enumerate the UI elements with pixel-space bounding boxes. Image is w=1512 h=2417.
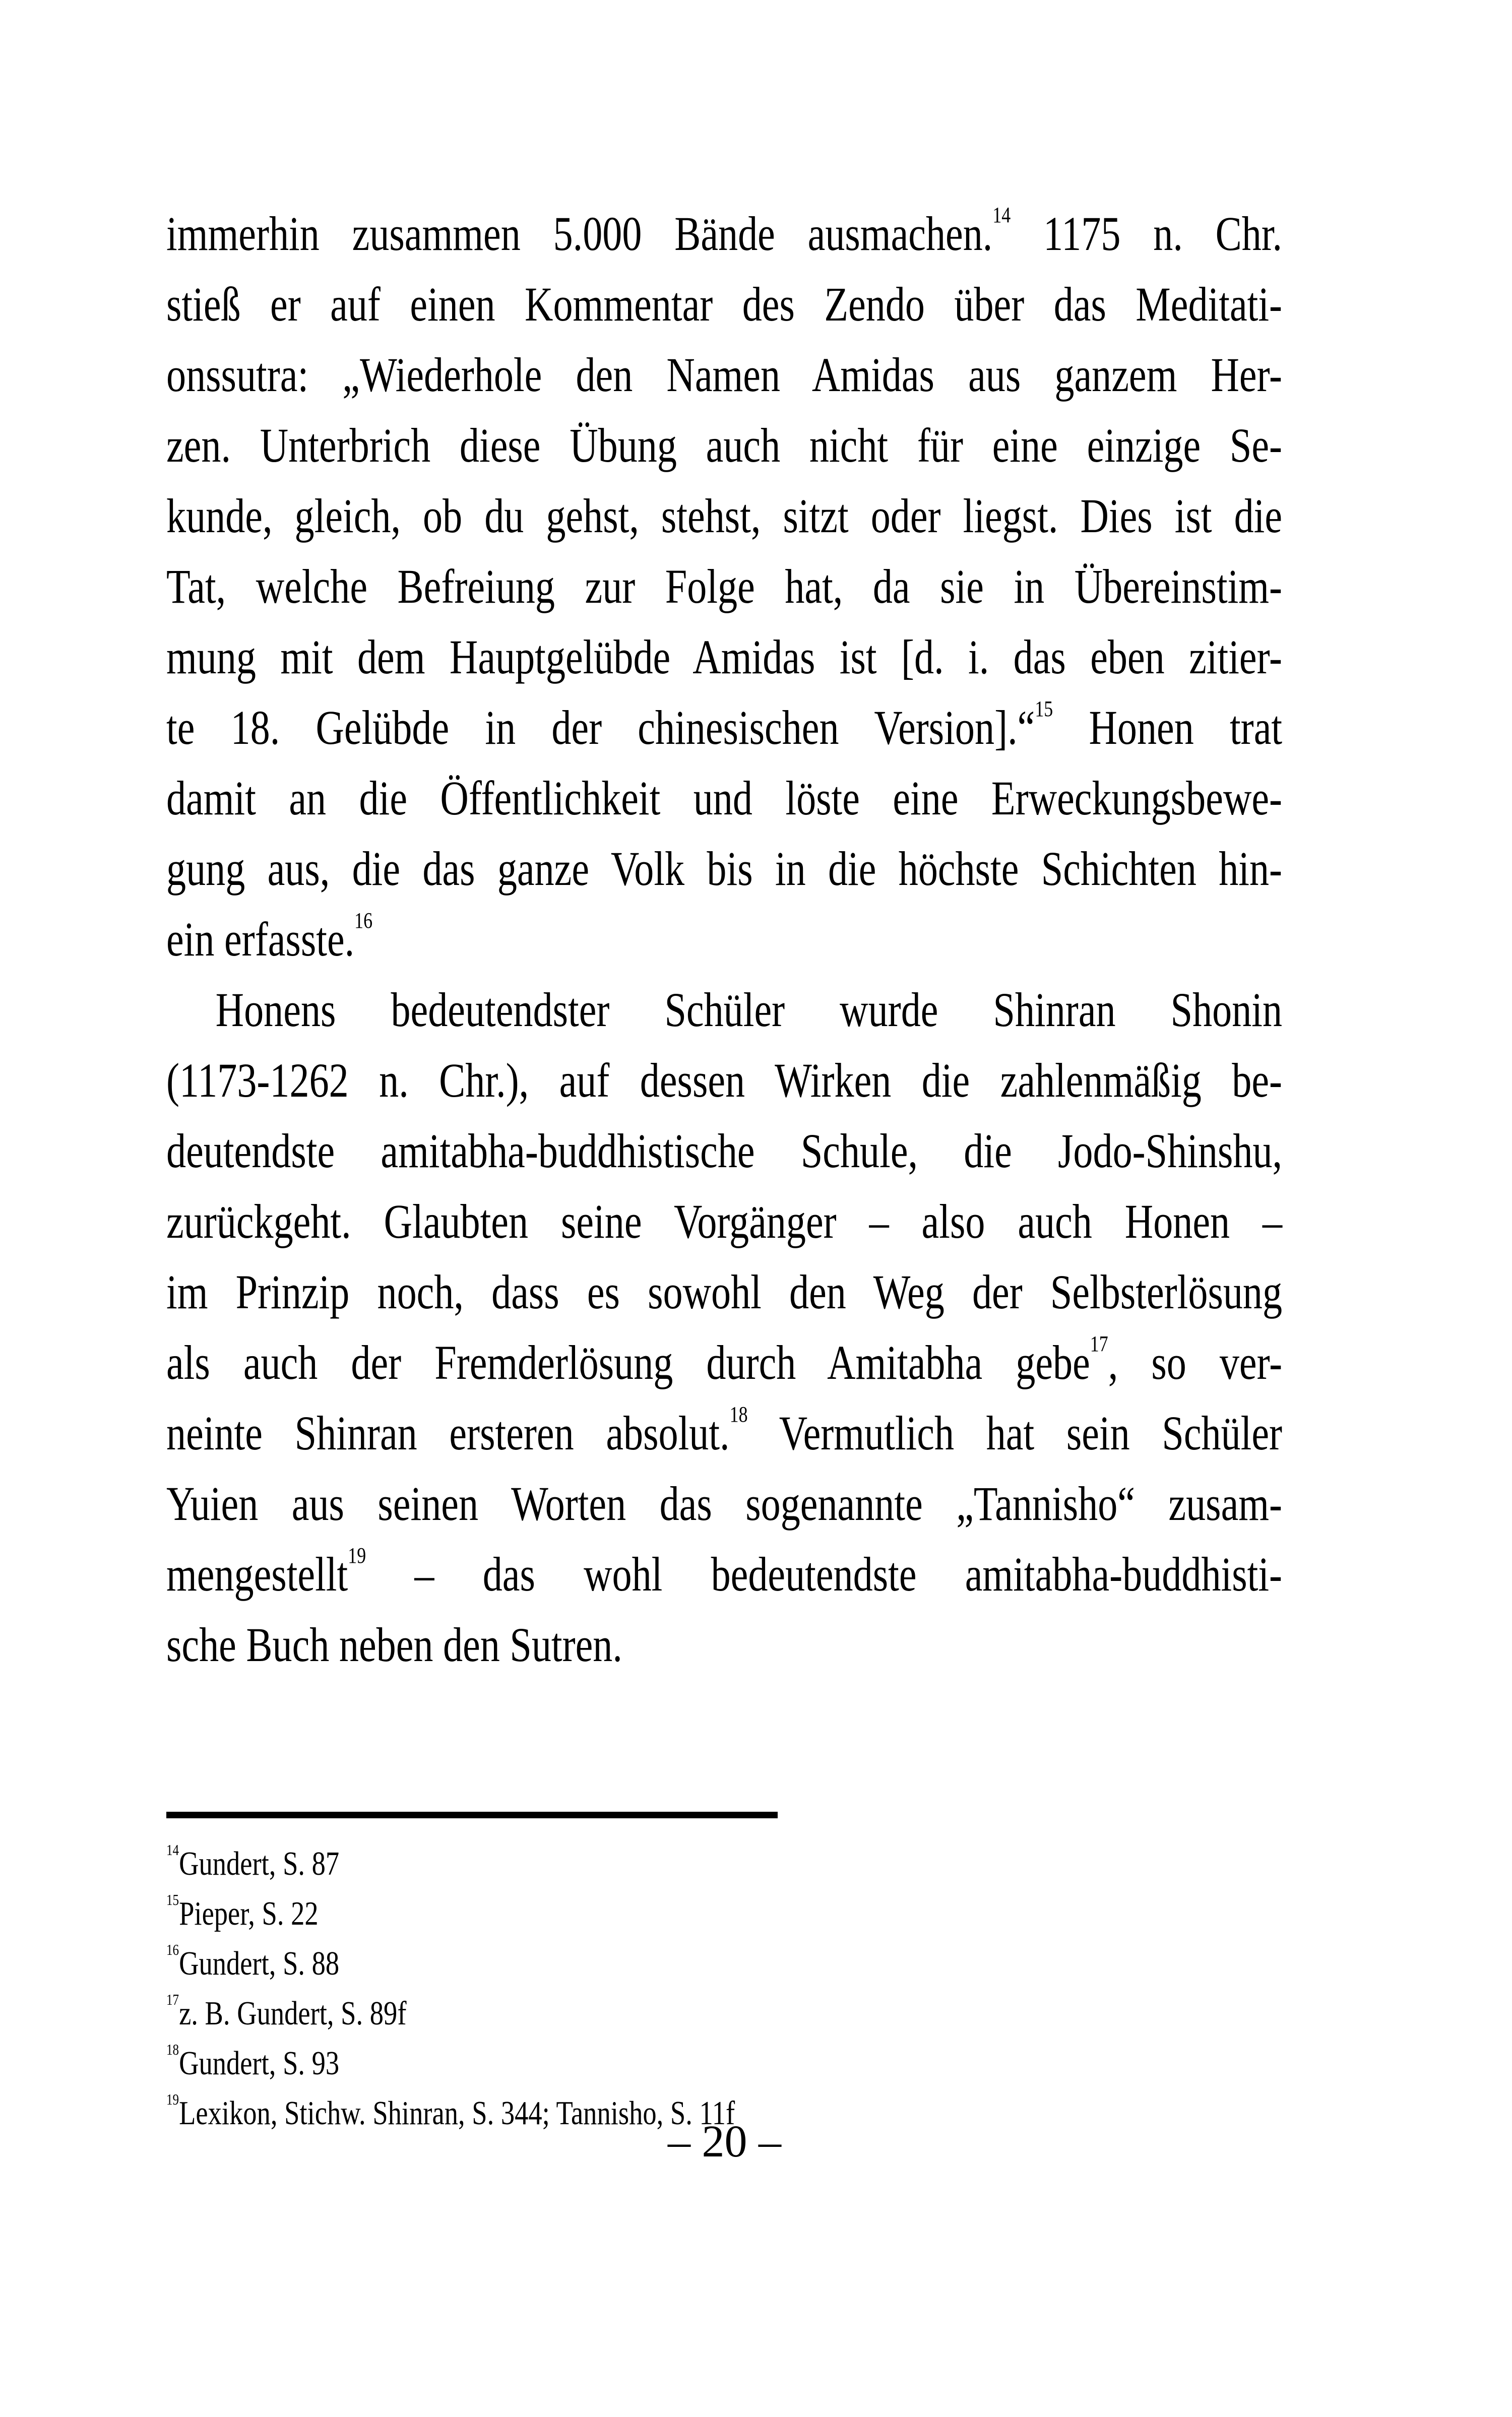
body-text-line: mengestellt$^{19}$ – das wohl bedeutendste amitabha-buddhisti- bbox=[166, 1543, 1283, 1601]
body-text-line: sche Buch neben den Sutren. bbox=[166, 1618, 622, 1672]
body-text-line: im Prinzip noch, dass es sowohl den Weg der Selbsterlösung bbox=[166, 1265, 1283, 1319]
body-text-line: neinte Shinran ersteren absolut.$^{18}$ Vermutlich hat sein Schüler bbox=[166, 1402, 1283, 1460]
footnote-text: Pieper, S. 22 bbox=[179, 1895, 319, 1932]
footnote-line bbox=[166, 2039, 1282, 2088]
footnote-line bbox=[166, 1989, 1282, 2039]
body-text-line: te 18. Gelübde in der chinesischen Version].“$^{15}$ Honen trat bbox=[166, 696, 1283, 754]
body-text-line: Tat, welche Befreiung zur Folge hat, da sie in Übereinstim- bbox=[166, 559, 1283, 613]
body-text-line: onssutra: „Wiederhole den Namen Amidas aus ganzem Her- bbox=[166, 348, 1283, 402]
body-text-line: mung mit dem Hauptgelübde Amidas ist [d. i. das eben zitier- bbox=[166, 630, 1283, 684]
page-number: – 20 – bbox=[668, 2117, 781, 2167]
footnote-text: z. B. Gundert, S. 89f bbox=[179, 1995, 407, 2032]
footnote-number: 19 bbox=[166, 2091, 179, 2109]
footnote-text: Gundert, S. 88 bbox=[179, 1945, 340, 1982]
footnote-line bbox=[166, 1889, 1282, 1939]
footnote-separator-rule bbox=[166, 1812, 778, 1818]
footnote-line bbox=[166, 1939, 1282, 1989]
body-text-line: als auch der Fremderlösung durch Amitabha gebe$^{17}$, so ver- bbox=[166, 1331, 1283, 1389]
footnote-number: 17 bbox=[166, 1991, 179, 2009]
body-text-block bbox=[166, 199, 1282, 1680]
body-text-line: ein erfasste.$^{16}$ bbox=[166, 908, 373, 966]
footnote-line bbox=[166, 1839, 1282, 1889]
body-text-line: damit an die Öffentlichkeit und löste eine Erweckungsbewe- bbox=[166, 771, 1283, 825]
footnotes-block bbox=[166, 1839, 1282, 2138]
body-text-line: deutendste amitabha-buddhistische Schule, die Jodo-Shinshu, bbox=[166, 1124, 1283, 1178]
footnote-number: 15 bbox=[166, 1891, 179, 1909]
footnote-text: Lexikon, Stichw. Shinran, S. 344; Tannisho, S. 11f bbox=[179, 2094, 735, 2132]
body-text-line: immerhin zusammen 5.000 Bände ausmachen.$^{14}$ 1175 n. Chr. bbox=[166, 202, 1283, 261]
footnote-text: Gundert, S. 87 bbox=[179, 1845, 340, 1882]
body-text-line: kunde, gleich, ob du gehst, stehst, sitzt oder liegst. Dies ist die bbox=[166, 489, 1283, 543]
footnote-number: 16 bbox=[166, 1941, 179, 1959]
footnote-number: 14 bbox=[166, 1841, 179, 1859]
body-text-line: zurückgeht. Glaubten seine Vorgänger – also auch Honen – bbox=[166, 1194, 1283, 1248]
body-text-line: stieß er auf einen Kommentar des Zendo über das Meditati- bbox=[166, 277, 1283, 331]
body-text-line: zen. Unterbrich diese Übung auch nicht für eine einzige Se- bbox=[166, 418, 1283, 472]
footnote-number: 18 bbox=[166, 2041, 179, 2059]
body-text-line: Yuien aus seinen Worten das sogenannte „Tannisho“ zusam- bbox=[166, 1477, 1283, 1531]
body-text-line: (1173-1262 n. Chr.), auf dessen Wirken die zahlenmäßig be- bbox=[166, 1053, 1283, 1107]
body-text-line: Honens bedeutendster Schüler wurde Shinran Shonin bbox=[215, 983, 1283, 1037]
body-text-line: gung aus, die das ganze Volk bis in die höchste Schichten hin- bbox=[166, 842, 1283, 896]
footnote-text: Gundert, S. 93 bbox=[179, 2045, 340, 2082]
